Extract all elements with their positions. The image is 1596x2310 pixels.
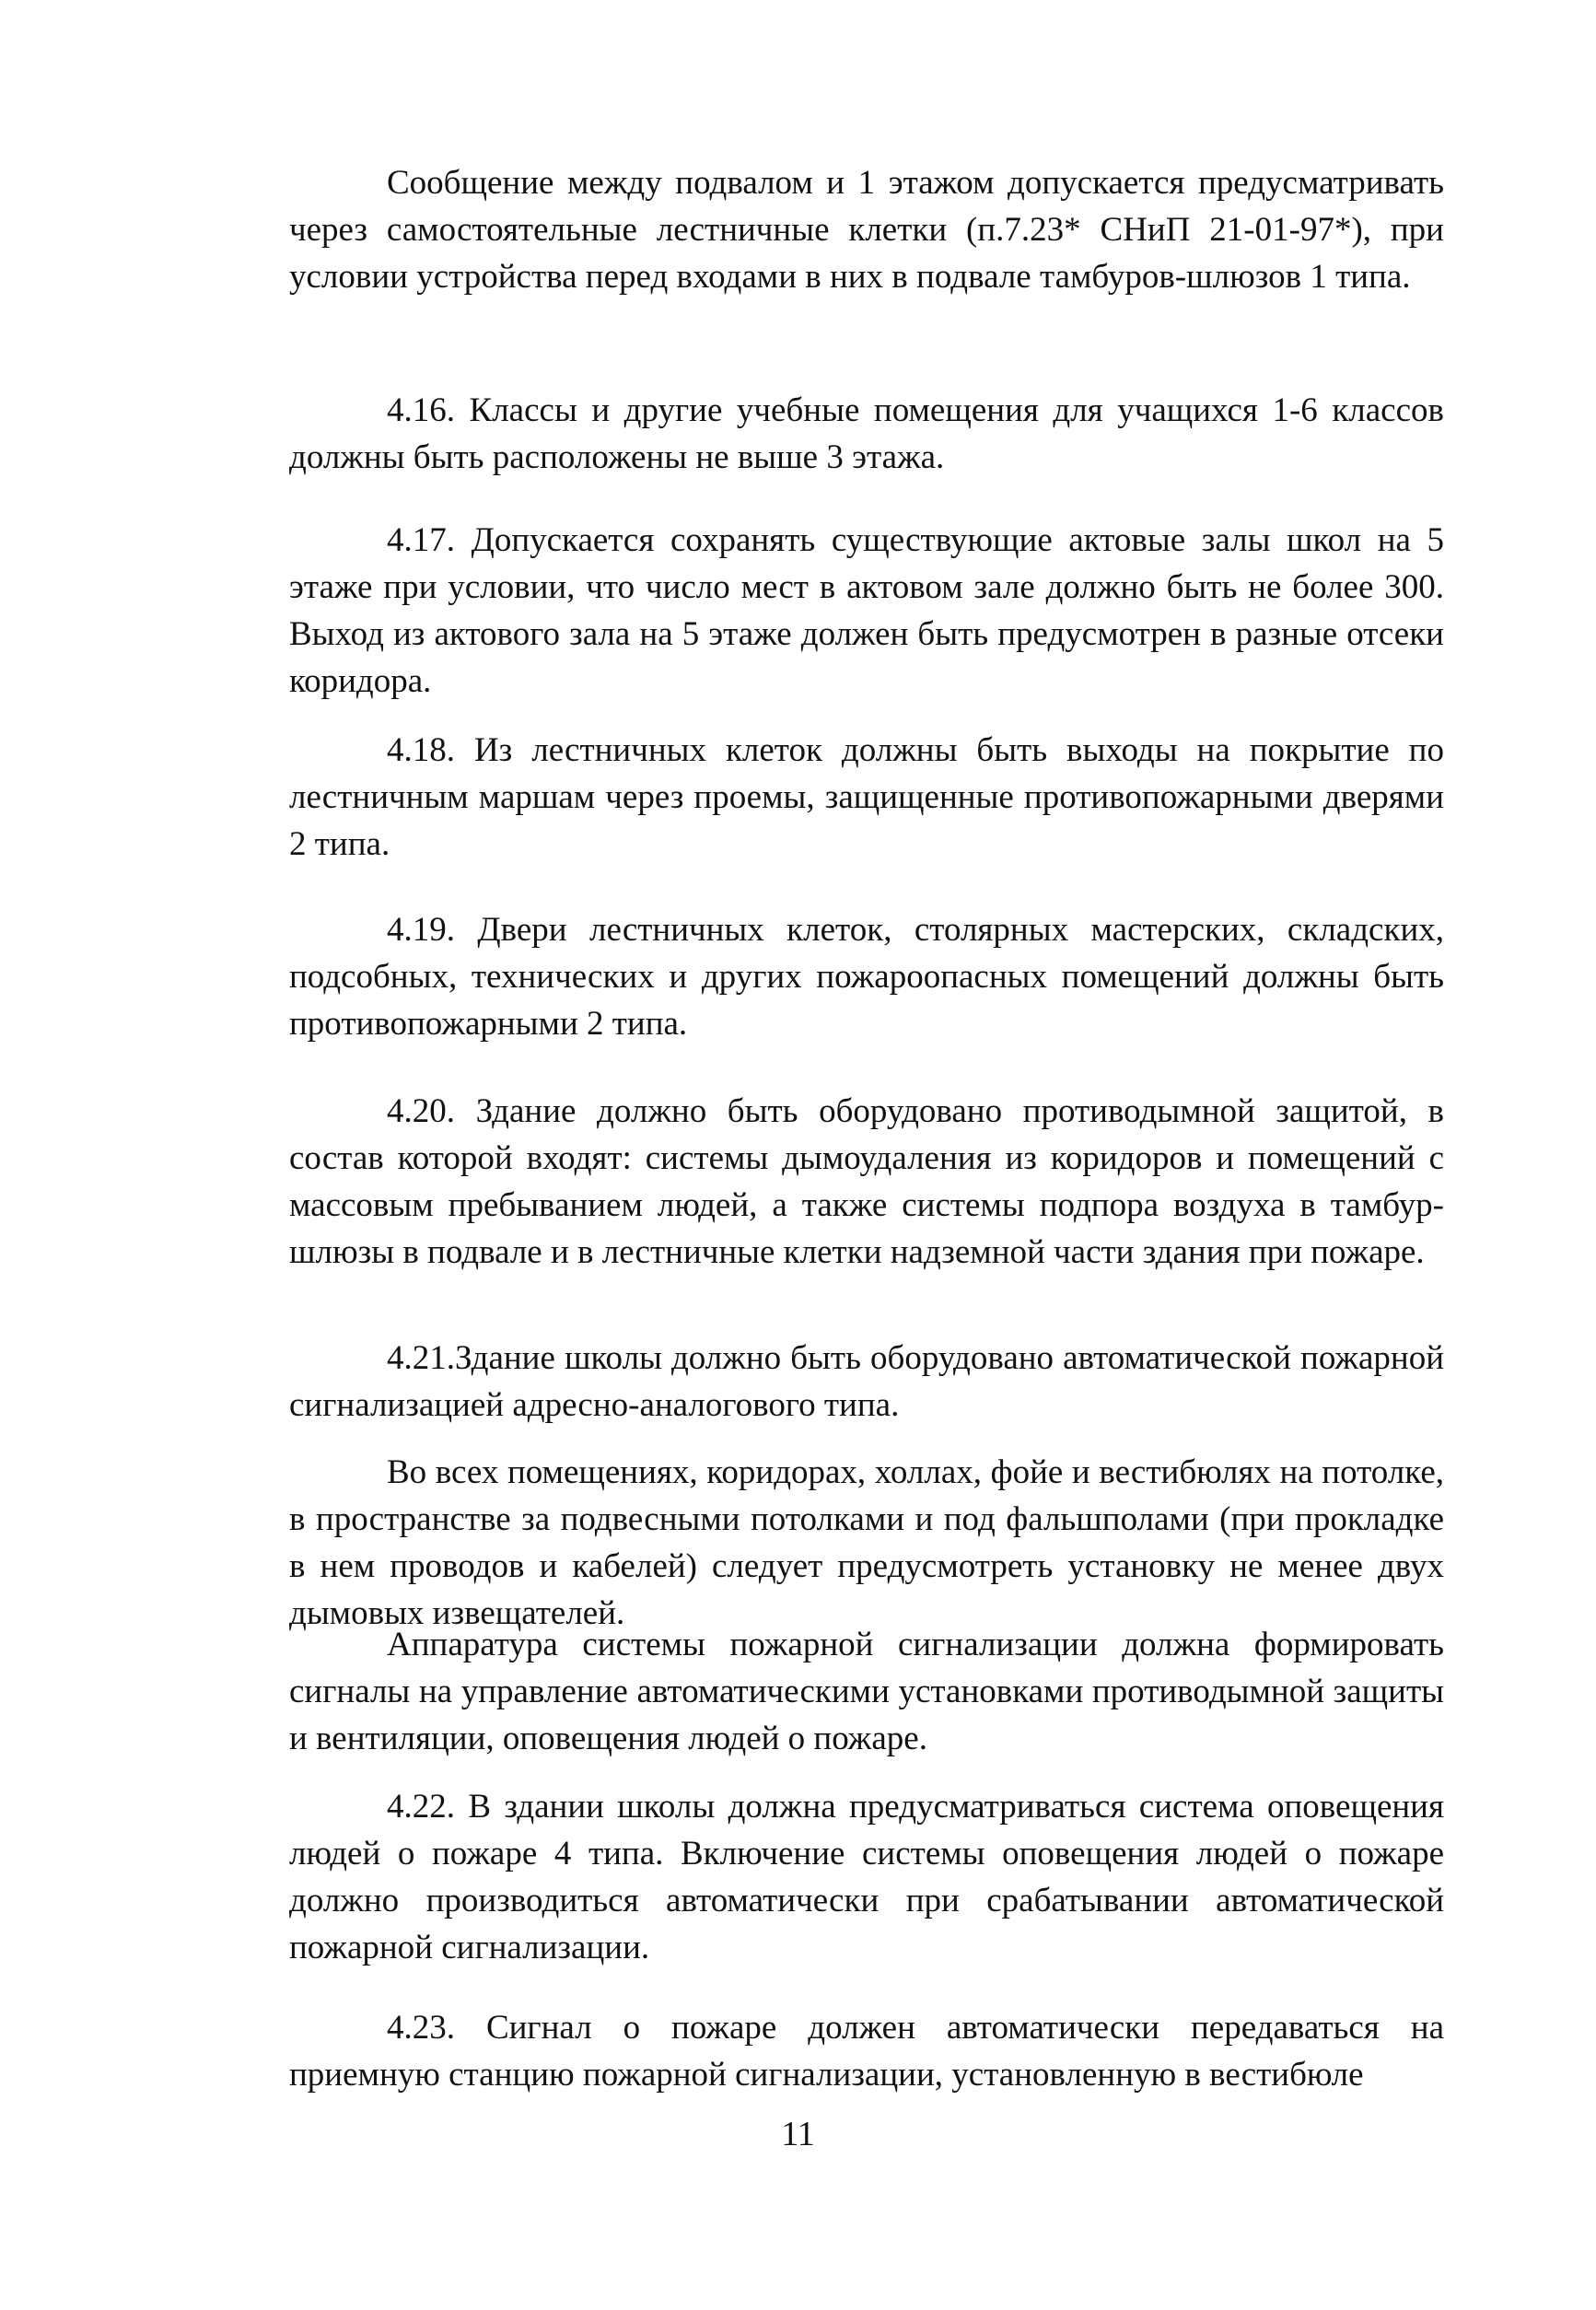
paragraph-4-21: 4.21.Здание школы должно быть оборудовано автоматической пожарной сигнализацией адресно-аналогового типа. — [289, 1339, 1444, 1424]
page-number: 11 — [781, 2115, 815, 2153]
paragraph-4-22: 4.22. В здании школы должна предусматриваться система оповещения людей о пожаре 4 типа. Включение системы оповещения людей о пожаре должно производиться автоматически при срабатывании автоматической пожарной сигнализации. — [289, 1788, 1444, 1966]
paragraph-basement-communication: Сообщение между подвалом и 1 этажом допускается предусматривать через самостоятельные лестничные клетки (п.7.23* СНиП 21-01-97*), при условии устройства перед входами в них в подвале тамбуров-шлюзов 1 типа. — [289, 164, 1444, 296]
paragraph-smoke-detectors: Во всех помещениях, коридорах, холлах, фойе и вестибюлях на потолке, в пространстве за подвесными потолками и под фальшполами (при прокладке в нем проводов и кабелей) следует предусмотреть установку не менее двух дымовых извещателей. — [289, 1453, 1444, 1632]
paragraph-4-19: 4.19. Двери лестничных клеток, столярных мастерских, складских, подсобных, технических и других пожароопасных помещений должны быть противопожарными 2 типа. — [289, 911, 1444, 1043]
paragraph-4-16: 4.16. Классы и другие учебные помещения для учащихся 1-6 классов должны быть расположены не выше 3 этажа. — [289, 391, 1444, 476]
paragraph-4-23: 4.23. Сигнал о пожаре должен автоматически передаваться на приемную станцию пожарной сигнализации, установленную в вестибюле — [289, 2009, 1444, 2094]
paragraph-4-18: 4.18. Из лестничных клеток должны быть выходы на покрытие по лестничным маршам через проемы, защищенные противопожарными дверями 2 типа. — [289, 731, 1444, 863]
paragraph-alarm-equipment: Аппаратура системы пожарной сигнализации должна формировать сигналы на управление автоматическими установками противодымной защиты и вентиляции, оповещения людей о пожаре. — [289, 1626, 1444, 1757]
paragraph-4-20: 4.20. Здание должно быть оборудовано противодымной защитой, в состав которой входят: системы дымоудаления из коридоров и помещений с массовым пребыванием людей, а также системы подпора воздуха в тамбур-шлюзы в подвале и в лестничные клетки надземной части здания при пожаре. — [289, 1092, 1444, 1271]
paragraph-4-17: 4.17. Допускается сохранять существующие актовые залы школ на 5 этаже при условии, что число мест в актовом зале должно быть не более 300. Выход из актового зала на 5 этаже должен быть предусмотрен в разные отсеки коридора. — [289, 521, 1444, 700]
